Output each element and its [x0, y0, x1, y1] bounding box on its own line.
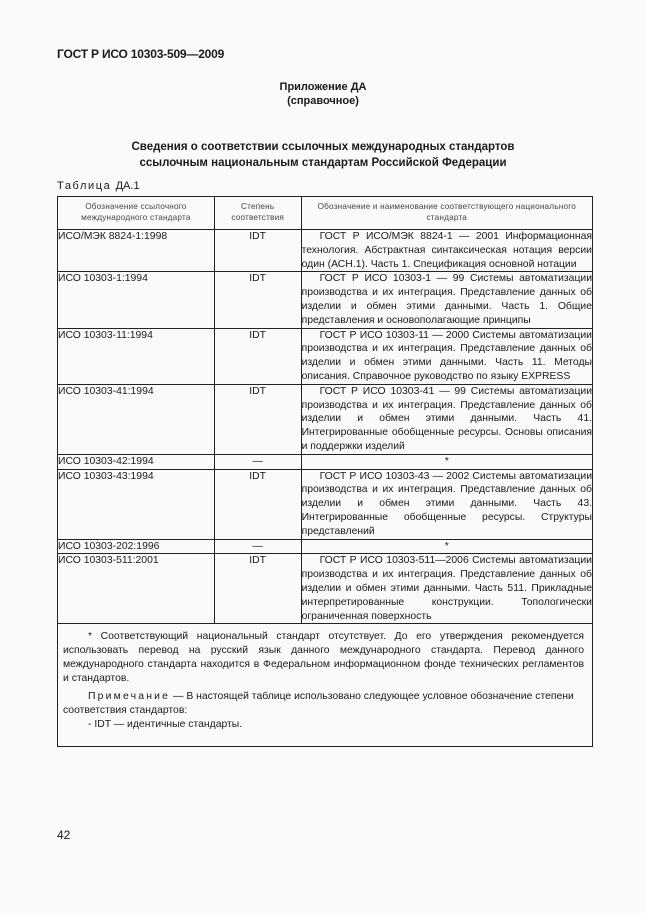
table-row	[58, 272, 593, 328]
cell-intl: ИСО/МЭК 8824-1:1998	[58, 230, 215, 272]
note-paragraph	[63, 690, 584, 718]
column-header-intl: Обозначение ссылочного международного стандарта	[58, 197, 215, 230]
cell-degree: IDT	[214, 384, 301, 454]
table-footnote-row	[58, 624, 593, 747]
page-number: 42	[57, 828, 71, 842]
table-row	[58, 554, 593, 624]
appendix-heading	[0, 80, 646, 108]
section-title-line2: ссылочным национальным стандартам Российской Федерации	[139, 157, 507, 169]
document-header: ГОСТ Р ИСО 10303-509—2009	[57, 47, 225, 61]
cell-national: ГОСТ Р ИСО 10303-1 — 99 Системы автоматизации производства и их интеграция. Представление данных об изделии и обмен этими данными. Часть 1. Общие представления и основополагающие принципы	[301, 272, 592, 328]
cell-degree: IDT	[214, 328, 301, 384]
table-row	[58, 384, 593, 454]
cell-intl: ИСО 10303-42:1994	[58, 454, 215, 469]
table-row	[58, 454, 593, 469]
column-header-degree: Степень соответствия	[214, 197, 301, 230]
note-label: Примечание	[88, 691, 171, 703]
cell-national: ГОСТ Р ИСО 10303-11 — 2000 Системы автоматизации производства и их интеграция. Представление данных об изделии и обмен этими данными. Часть 11. Методы описания. Справочное руководство по языку EXPRESS	[301, 328, 592, 384]
note-item: - IDT — идентичные стандарты.	[88, 719, 243, 731]
section-title-line1: Сведения о соответствии ссылочных международных стандартов	[131, 141, 515, 153]
appendix-title: Приложение ДА	[279, 81, 367, 93]
cell-national: ГОСТ Р ИСО 10303-41 — 99 Системы автоматизации производства и их интеграция. Представление данных об изделии и обмен этими данными. Часть 41. Интегрированные обобщенные ресурсы. Основы описания и поддержки изделий	[301, 384, 592, 454]
cell-degree: IDT	[214, 272, 301, 328]
cell-intl: ИСО 10303-202:1996	[58, 539, 215, 554]
column-header-national: Обозначение и наименование соответствующего национального стандарта	[301, 197, 592, 230]
cell-degree: —	[214, 539, 301, 554]
cell-degree: IDT	[214, 469, 301, 539]
cell-intl: ИСО 10303-41:1994	[58, 384, 215, 454]
table-row	[58, 328, 593, 384]
cell-intl: ИСО 10303-43:1994	[58, 469, 215, 539]
table-header-row	[58, 197, 593, 230]
table-label-word: Таблица	[57, 180, 112, 192]
section-title	[0, 139, 646, 171]
table-row	[58, 469, 593, 539]
cell-degree: —	[214, 454, 301, 469]
cell-degree: IDT	[214, 554, 301, 624]
appendix-subtitle: (справочное)	[287, 95, 359, 107]
table-label-number: ДА.1	[115, 180, 140, 192]
note-text: — В настоящей таблице использовано следующее условное обозначение степени соответствия стандартов:	[63, 691, 574, 717]
cell-intl: ИСО 10303-11:1994	[58, 328, 215, 384]
table-row	[58, 230, 593, 272]
cell-national: *	[301, 539, 592, 554]
cell-national: *	[301, 454, 592, 469]
cell-national: ГОСТ Р ИСО 10303-511—2006 Системы автоматизации производства и их интеграция. Представление данных об изделии и обмен этими данными. Часть 511. Прикладные интерпретированные конструкции. Топологически ограниченная поверхность	[301, 554, 592, 624]
cell-national: ГОСТ Р ИСО/МЭК 8824-1 — 2001 Информационная технология. Абстрактная синтаксическая нотация версии один (АСН.1). Часть 1. Спецификация основной нотации	[301, 230, 592, 272]
correspondence-table	[57, 196, 593, 747]
table-label	[57, 180, 140, 192]
table-footnote-cell	[58, 624, 593, 747]
cell-degree: IDT	[214, 230, 301, 272]
cell-intl: ИСО 10303-1:1994	[58, 272, 215, 328]
footnote-text: * Соответствующий национальный стандарт отсутствует. До его утверждения рекомендуется использовать перевод на русский язык данного международного стандарта. Перевод данного международного стандарта находится в Федеральном информационном фонде технических регламентов и стандартов.	[63, 631, 584, 685]
cell-national: ГОСТ Р ИСО 10303-43 — 2002 Системы автоматизации производства и их интеграция. Представление данных об изделии и обмен этими данными. Часть 43. Интегрированные обобщенные ресурсы. Структуры представлений	[301, 469, 592, 539]
table-row	[58, 539, 593, 554]
cell-intl: ИСО 10303-511:2001	[58, 554, 215, 624]
